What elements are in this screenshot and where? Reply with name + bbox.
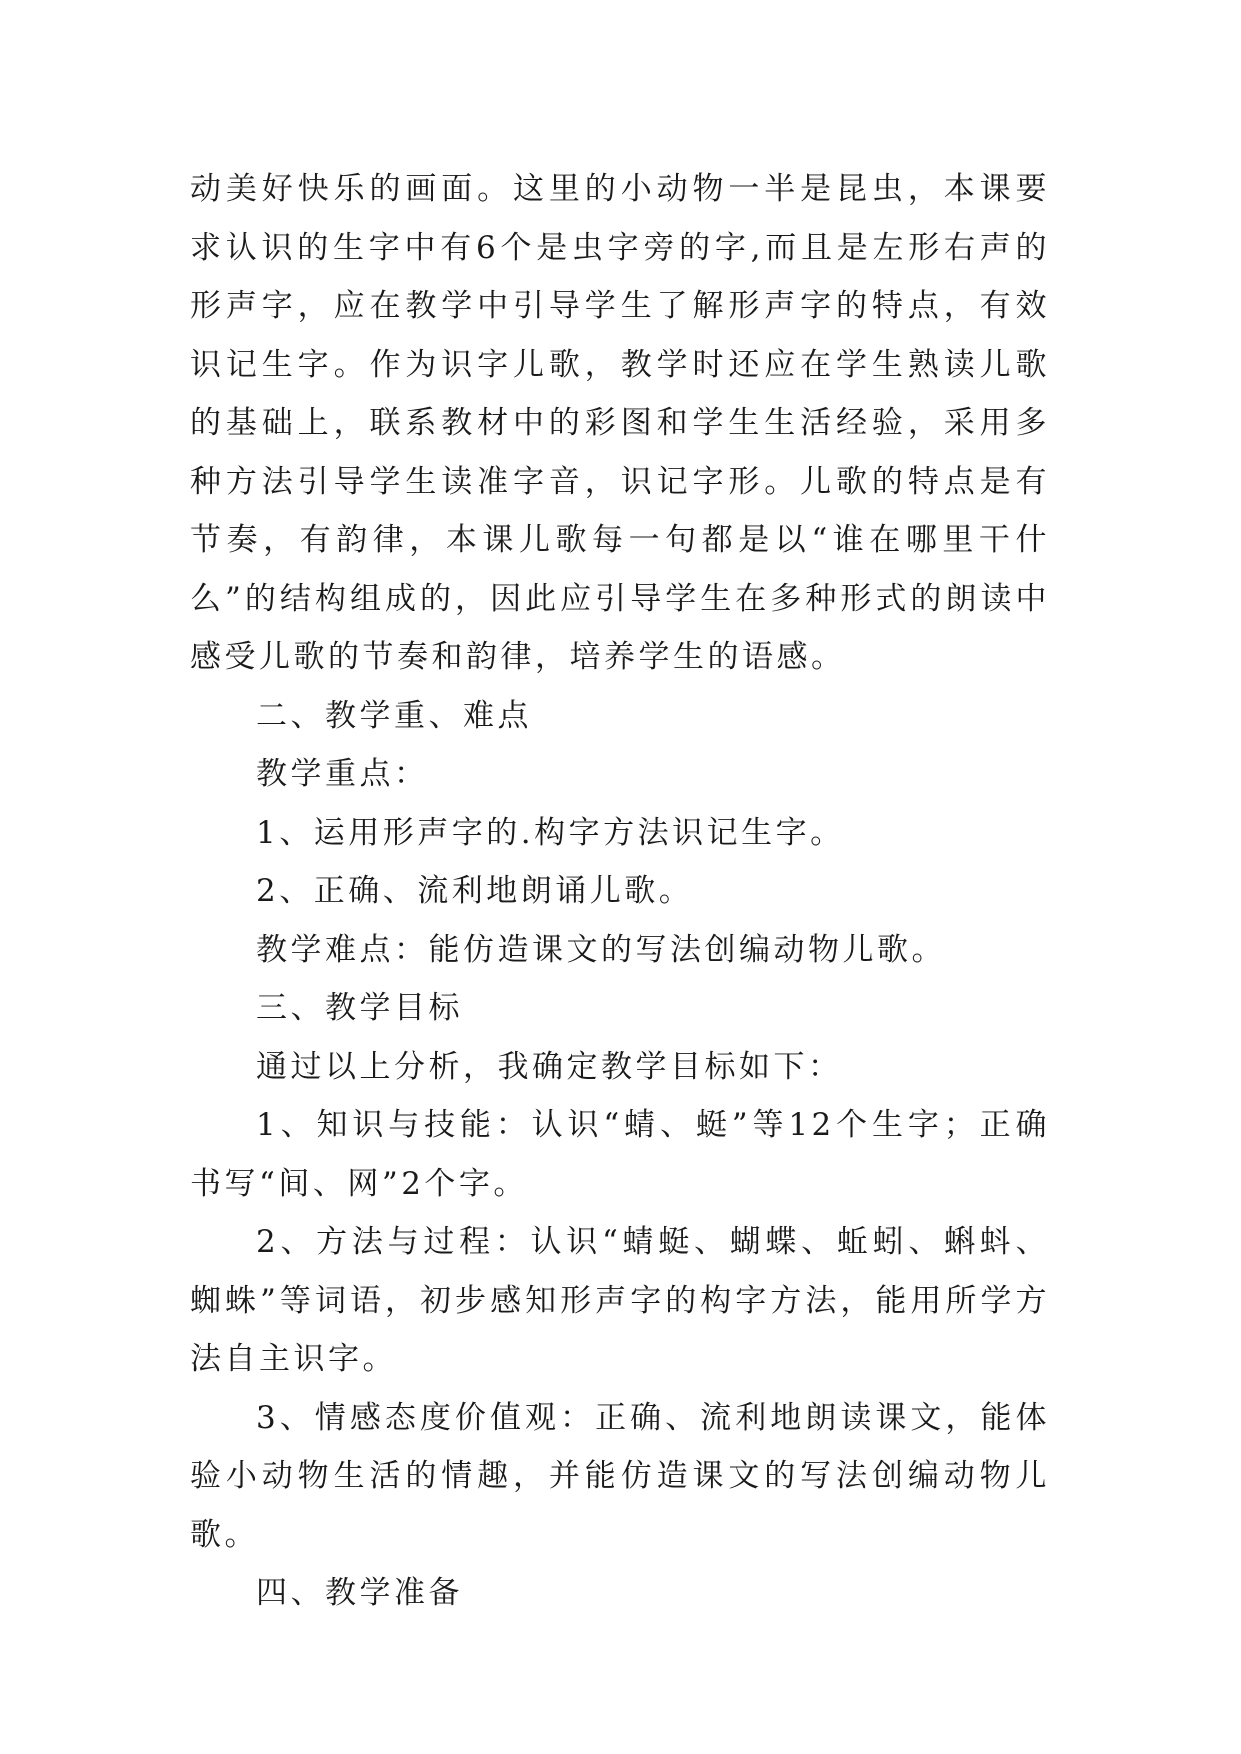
key-point-1: 1、运用形声字的.构字方法识记生字。 — [256, 814, 845, 851]
key-point-2: 2、正确、流利地朗诵儿歌。 — [256, 873, 694, 909]
goal-1: 1、知识与技能：认识“蜻、蜓”等12个生字；正确书写“间、网”2个字。 — [190, 1107, 1050, 1202]
goals-intro: 通过以上分析，我确定教学目标如下： — [256, 1048, 843, 1085]
difficult-point: 教学难点：能仿造课文的写法创编动物儿歌。 — [256, 931, 946, 968]
heading-teaching-preparation: 四、教学准备 — [256, 1575, 463, 1611]
paragraph-intro: 动美好快乐的画面。这里的小动物一半是昆虫，本课要求认识的生字中有6个是虫字旁的字,而且是左形右声的形声字，应在教学中引导学生了解形声字的特点，有效识记生字。作为识字儿歌，教学时还应在学生熟读儿歌的基础上，联系教材中的彩图和学生生活经验，采用多种方法引导学生读准字音，识记字形。儿歌的特点是有节奏，有韵律，本课儿歌每一句都是以“谁在哪里干什么”的结构组成的，因此应引导学生在多种形式的朗读中感受儿歌的节奏和韵律，培养学生的语感。 — [190, 171, 1050, 675]
subheading-key-points: 教学重点： — [256, 756, 429, 792]
heading-teaching-goals: 三、教学目标 — [256, 990, 463, 1026]
document-page — [190, 160, 1050, 1623]
heading-key-difficult-points: 二、教学重、难点 — [256, 697, 532, 734]
goal-3: 3、情感态度价值观：正确、流利地朗读课文，能体验小动物生活的情趣，并能仿造课文的写法创编动物儿歌。 — [190, 1399, 1050, 1553]
goal-2: 2、方法与过程：认识“蜻蜓、蝴蝶、蚯蚓、蝌蚪、蜘蛛”等词语，初步感知形声字的构字方法，能用所学方法自主识字。 — [190, 1224, 1050, 1377]
